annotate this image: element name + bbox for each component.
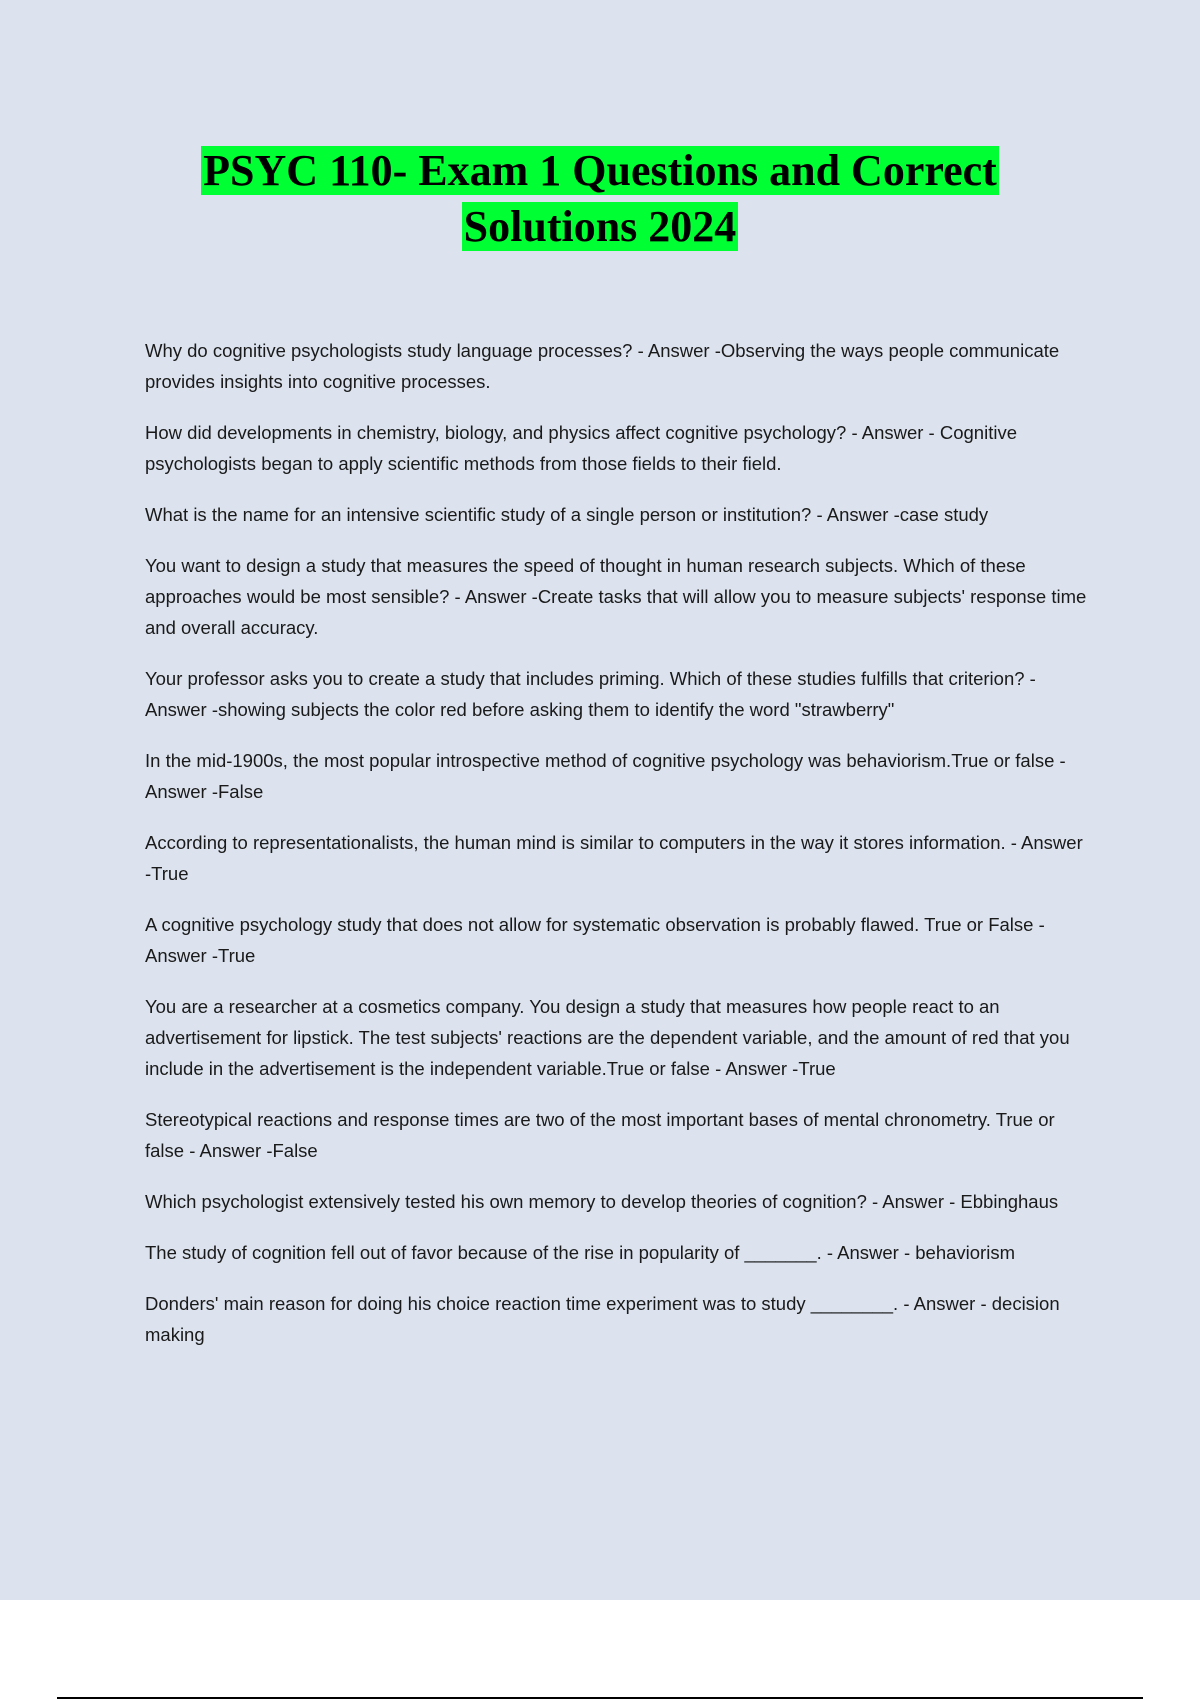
document-title	[0, 143, 1200, 255]
qa-item: In the mid-1900s, the most popular introspective method of cognitive psychology was behaviorism.True or false - Answer -False	[145, 750, 1066, 802]
qa-item: What is the name for an intensive scientific study of a single person or institution? - Answer -case study	[145, 504, 989, 525]
qa-item: Which psychologist extensively tested his own memory to develop theories of cognition? - Answer - Ebbinghaus	[145, 1191, 1059, 1212]
qa-item: The study of cognition fell out of favor because of the rise in popularity of _______. - Answer - behaviorism	[145, 1242, 1015, 1263]
bottom-divider	[57, 1697, 1143, 1699]
qa-list	[145, 335, 1090, 1370]
title-line-2: Solutions 2024	[463, 202, 737, 251]
qa-item: Why do cognitive psychologists study language processes? - Answer -Observing the ways people communicate provides insights into cognitive processes.	[145, 340, 1060, 392]
qa-item: According to representationalists, the human mind is similar to computers in the way it stores information. - Answer -True	[145, 832, 1083, 884]
title-block	[0, 143, 1200, 255]
qa-item: Your professor asks you to create a study that includes priming. Which of these studies fulfills that criterion? - Answer -showing subjects the color red before asking them to identify the word "strawberry"	[145, 668, 1036, 720]
qa-item: How did developments in chemistry, biology, and physics affect cognitive psychology? - Answer - Cognitive psychologists began to apply scientific methods from those fields to their field.	[145, 422, 1017, 474]
title-line-1: PSYC 110- Exam 1 Questions and Correct	[203, 146, 997, 195]
qa-item: Donders' main reason for doing his choice reaction time experiment was to study ________. - Answer - decision making	[145, 1293, 1060, 1345]
qa-item: A cognitive psychology study that does not allow for systematic observation is probably flawed. True or False - Answer -True	[145, 914, 1045, 966]
qa-item: You are a researcher at a cosmetics company. You design a study that measures how people react to an advertisement for lipstick. The test subjects' reactions are the dependent variable, and the amount of red that you include in the advertisement is the independent variable.True or false - Answer -True	[145, 996, 1070, 1079]
qa-item: You want to design a study that measures the speed of thought in human research subjects. Which of these approaches would be most sensible? - Answer -Create tasks that will allow you to measure subjects' response time and overall accuracy.	[145, 555, 1087, 638]
qa-item: Stereotypical reactions and response times are two of the most important bases of mental chronometry. True or false - Answer -False	[145, 1109, 1055, 1161]
